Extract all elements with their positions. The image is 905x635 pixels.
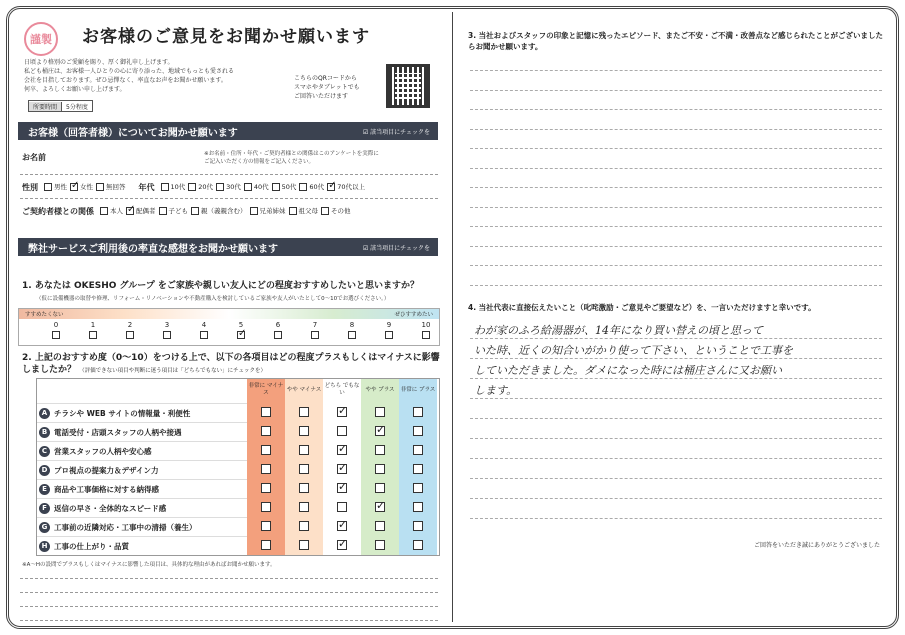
rating-checkbox[interactable] xyxy=(375,426,385,436)
rating-checkbox[interactable] xyxy=(337,483,347,493)
item-badge: G xyxy=(39,522,50,533)
checkbox[interactable] xyxy=(348,331,356,339)
rating-checkbox[interactable] xyxy=(337,540,347,550)
age-option[interactable] xyxy=(272,182,297,191)
scale-number: 4 xyxy=(201,321,207,329)
q3-title: 3. 当社およびスタッフの印象と記憶に残ったエピソード、またご不安・ご不満・改善点など感じられたことがございましたらお聞かせ願います。 xyxy=(468,31,884,51)
answer-line[interactable] xyxy=(470,518,882,519)
rating-checkbox[interactable] xyxy=(337,407,347,417)
checkbox[interactable] xyxy=(126,207,134,215)
checkbox[interactable] xyxy=(70,183,78,191)
scale-option[interactable] xyxy=(234,321,248,339)
checkbox[interactable] xyxy=(161,183,169,191)
column-header: やや マイナス xyxy=(286,386,322,393)
relation-option[interactable] xyxy=(250,206,286,215)
gender-option[interactable] xyxy=(70,182,93,191)
answer-line[interactable] xyxy=(470,458,882,459)
checkbox[interactable] xyxy=(244,183,252,191)
checkbox[interactable] xyxy=(272,183,280,191)
item-badge: A xyxy=(39,408,50,419)
option-label: 子ども xyxy=(168,207,188,216)
checkbox[interactable] xyxy=(422,331,430,339)
answer-line[interactable] xyxy=(20,578,438,579)
rating-checkbox[interactable] xyxy=(299,426,309,436)
rating-row xyxy=(37,498,247,517)
rating-checkbox[interactable] xyxy=(337,464,347,474)
item-label: 営業スタッフの人柄や安心感 xyxy=(54,446,152,456)
q2-subtitle: （評価できない項目や判断に迷う項目は「どちらでもない」にチェックを） xyxy=(79,368,266,374)
scale-option[interactable] xyxy=(86,321,100,339)
time-value: 5分程度 xyxy=(66,103,88,111)
checkbox[interactable] xyxy=(191,207,199,215)
handwritten-answer-line: します。 xyxy=(474,384,518,397)
item-badge: D xyxy=(39,465,50,476)
answer-line[interactable] xyxy=(470,70,882,71)
qr-text-line: こちらのQRコードから xyxy=(294,75,357,82)
rating-checkbox[interactable] xyxy=(299,540,309,550)
divider xyxy=(20,198,438,199)
rating-checkbox[interactable] xyxy=(375,521,385,531)
item-badge: H xyxy=(39,541,50,552)
q1-title: 1. あなたは OKESHO グループ をご家族や親しい友人にどの程度おすすめしたいと思いますか？ xyxy=(22,281,420,291)
age-option[interactable] xyxy=(161,182,186,191)
scale-number: 7 xyxy=(312,321,318,329)
answer-line[interactable] xyxy=(470,358,882,359)
rating-checkbox[interactable] xyxy=(375,407,385,417)
check-note: ☑ 該当項目にチェックを xyxy=(362,244,430,252)
rating-row xyxy=(37,479,247,498)
thanks-note: ご回答をいただき誠にありがとうございました xyxy=(753,542,880,549)
option-label: 60代 xyxy=(309,183,325,192)
rating-checkbox[interactable] xyxy=(337,426,347,436)
item-badge: C xyxy=(39,446,50,457)
checkbox[interactable] xyxy=(311,331,319,339)
scale-option[interactable] xyxy=(197,321,211,339)
column-header: 非常に プラス xyxy=(400,386,436,393)
answer-line[interactable] xyxy=(20,620,438,621)
item-badge: E xyxy=(39,484,50,495)
qr-text-line: ご回答いただけます xyxy=(294,93,349,100)
option-label: 20代 xyxy=(198,183,214,192)
rating-checkbox[interactable] xyxy=(261,521,271,531)
rating-row xyxy=(37,403,247,422)
rating-checkbox[interactable] xyxy=(261,464,271,474)
rating-checkbox[interactable] xyxy=(299,502,309,512)
recommend-scale xyxy=(18,308,440,346)
gender-option[interactable] xyxy=(44,182,67,191)
checkbox[interactable] xyxy=(321,207,329,215)
answer-line[interactable] xyxy=(470,129,882,130)
scale-option[interactable] xyxy=(382,321,396,339)
item-label: 商品や工事価格に対する納得感 xyxy=(54,484,159,494)
rating-checkbox[interactable] xyxy=(299,483,309,493)
time-required xyxy=(28,100,93,112)
section-title: お客様（回答者様）についてお聞かせ願います xyxy=(28,127,238,139)
scale-high-label: ぜひすすめたい xyxy=(394,312,433,318)
rating-checkbox[interactable] xyxy=(375,502,385,512)
page-title: お客様のご意見をお聞かせ願います xyxy=(82,27,370,47)
rating-checkbox[interactable] xyxy=(261,426,271,436)
answer-line[interactable] xyxy=(470,168,882,169)
checkbox[interactable] xyxy=(44,183,52,191)
rating-checkbox[interactable] xyxy=(261,407,271,417)
answer-line[interactable] xyxy=(470,90,882,91)
answer-line[interactable] xyxy=(470,246,882,247)
rating-checkbox[interactable] xyxy=(413,502,423,512)
checkbox[interactable] xyxy=(327,183,335,191)
relation-row xyxy=(22,206,354,217)
answer-line[interactable] xyxy=(470,398,882,399)
left-column xyxy=(14,12,442,624)
option-label: 親（義親含む） xyxy=(201,207,247,216)
name-label: お名前 xyxy=(22,153,46,162)
intro-line: 私ども桶庄は、お客様一人ひとりの心に寄り添った、地域でもっとも愛される xyxy=(24,68,235,75)
option-label: 女性 xyxy=(80,183,93,192)
section-header-service xyxy=(18,238,438,256)
relation-option[interactable] xyxy=(191,206,247,215)
checkbox[interactable] xyxy=(126,331,134,339)
scale-number: 3 xyxy=(164,321,170,329)
scale-option[interactable] xyxy=(419,321,433,339)
handwritten-answer-line: いた時、近くの知合いがかり使って下さい、ということで工事を xyxy=(474,344,793,357)
answer-line[interactable] xyxy=(470,478,882,479)
option-label: 無回答 xyxy=(106,183,126,192)
scale-number: 2 xyxy=(127,321,133,329)
checkbox[interactable] xyxy=(100,207,108,215)
answer-line[interactable] xyxy=(470,378,882,379)
item-label: 工事の仕上がり・品質 xyxy=(54,541,129,551)
rating-checkbox[interactable] xyxy=(375,540,385,550)
scale-option[interactable] xyxy=(49,321,63,339)
scale-option[interactable] xyxy=(271,321,285,339)
relation-option[interactable] xyxy=(100,206,123,215)
relation-option[interactable] xyxy=(159,206,189,215)
answer-line[interactable] xyxy=(470,438,882,439)
intro-text xyxy=(24,58,286,94)
scale-option[interactable] xyxy=(160,321,174,339)
answer-line[interactable] xyxy=(470,418,882,419)
option-label: 祖父母 xyxy=(298,207,318,216)
scale-option[interactable] xyxy=(308,321,322,339)
option-label: 10代 xyxy=(170,183,186,192)
scale-number: 9 xyxy=(386,321,392,329)
rating-row xyxy=(37,517,247,536)
option-label: 配偶者 xyxy=(136,207,156,216)
section-title: 弊社サービスご利用後の率直な感想をお聞かせ願います xyxy=(28,243,278,255)
qr-code[interactable] xyxy=(386,64,430,108)
handwritten-answer-line: わが家のふろ給湯器が、14年になり買い替えの頃と思って xyxy=(474,324,763,337)
age-options xyxy=(161,182,368,193)
answer-line[interactable] xyxy=(470,109,882,110)
rating-checkbox[interactable] xyxy=(299,521,309,531)
stamp-seal: 謹製 xyxy=(24,22,58,56)
rating-checkbox[interactable] xyxy=(299,445,309,455)
scale-number: 6 xyxy=(275,321,281,329)
q2-title: 2. 上記のおすすめ度（0〜10）をつける上で、以下の各項目はどの程度プラスもしくはマイナスに影響しましたか？ （評価できない項目や判断に迷う項目は「どちらでもない」にチェックを） xyxy=(22,353,440,375)
relation-options xyxy=(100,206,354,217)
rating-checkbox[interactable] xyxy=(261,540,271,550)
checkbox[interactable] xyxy=(159,207,167,215)
intro-line: 会社を目指しております。ぜひ忌憚なく、率直なお声をお聞かせ願います。 xyxy=(24,77,227,84)
rating-checkbox[interactable] xyxy=(375,445,385,455)
relation-option[interactable] xyxy=(321,206,351,215)
qr-text-line: スマホやタブレットでも xyxy=(294,84,360,91)
scale-option[interactable] xyxy=(345,321,359,339)
column-divider xyxy=(452,12,453,622)
rating-checkbox[interactable] xyxy=(375,483,385,493)
item-badge: F xyxy=(39,503,50,514)
rating-checkbox[interactable] xyxy=(299,407,309,417)
answer-line[interactable] xyxy=(470,338,882,339)
answer-line[interactable] xyxy=(470,285,882,286)
scale-low-label: すすめたくない xyxy=(25,312,64,318)
gender-label: 性別 xyxy=(22,183,38,192)
scale-number: 1 xyxy=(90,321,96,329)
rating-row xyxy=(37,422,247,441)
checkbox[interactable] xyxy=(188,183,196,191)
option-label: 50代 xyxy=(281,183,297,192)
item-label: 工事前の近隣対応・工事中の清掃（養生） xyxy=(54,522,197,532)
checkbox[interactable] xyxy=(299,183,307,191)
checkbox[interactable] xyxy=(163,331,171,339)
intro-line: 何卒、よろしくお願い申し上げます。 xyxy=(24,86,126,93)
rating-checkbox[interactable] xyxy=(337,521,347,531)
checkbox[interactable] xyxy=(250,207,258,215)
option-label: その他 xyxy=(331,207,351,216)
rating-row xyxy=(37,460,247,479)
answer-line[interactable] xyxy=(470,187,882,188)
option-label: 70代以上 xyxy=(337,183,365,192)
intro-line: 日頃より格別のご愛顧を賜り、厚く御礼申し上げます。 xyxy=(24,59,174,66)
age-option[interactable] xyxy=(244,182,269,191)
rating-checkbox[interactable] xyxy=(413,464,423,474)
time-label: 所要時間 xyxy=(29,102,62,111)
age-option[interactable] xyxy=(299,182,324,191)
option-label: 本人 xyxy=(110,207,123,216)
checkbox[interactable] xyxy=(89,331,97,339)
relation-option[interactable] xyxy=(289,206,319,215)
item-label: チラシや WEB サイトの情報量・利便性 xyxy=(54,408,191,418)
checkbox[interactable] xyxy=(274,331,282,339)
rating-checkbox[interactable] xyxy=(261,483,271,493)
scale-number: 10 xyxy=(421,321,431,329)
rating-checkbox[interactable] xyxy=(261,502,271,512)
answer-line[interactable] xyxy=(470,265,882,266)
scale-option[interactable] xyxy=(123,321,137,339)
checkbox[interactable] xyxy=(200,331,208,339)
q1-subtitle: （仮に設備機器の取替や修理、リフォーム・リノベーションや不動産購入を検討しているご家族や友人がいたとして0〜10でお選びください。） xyxy=(36,296,390,302)
check-note: ☑ 該当項目にチェックを xyxy=(362,128,430,136)
rating-checkbox[interactable] xyxy=(413,540,423,550)
relation-option[interactable] xyxy=(126,206,156,215)
section-header-respondent xyxy=(18,122,438,140)
name-row xyxy=(22,152,46,163)
rating-checkbox[interactable] xyxy=(413,426,423,436)
age-label: 年代 xyxy=(138,183,155,192)
answer-line[interactable] xyxy=(470,226,882,227)
item-badge: B xyxy=(39,427,50,438)
gender-age-row xyxy=(22,182,368,193)
item-label: 電話受付・店頭スタッフの人柄や接遇 xyxy=(54,427,182,437)
gender-option[interactable] xyxy=(96,182,126,191)
relation-label: ご契約者様との関係 xyxy=(22,207,94,216)
rating-checkbox[interactable] xyxy=(375,464,385,474)
checkbox[interactable] xyxy=(237,331,245,339)
column-header: 非常に マイナス xyxy=(248,383,284,396)
checkbox[interactable] xyxy=(289,207,297,215)
scale-number: 5 xyxy=(238,321,244,329)
qr-text xyxy=(294,74,384,101)
rating-checkbox[interactable] xyxy=(337,445,347,455)
column-header: どちら でもない xyxy=(324,383,360,396)
gender-options xyxy=(44,182,129,193)
checkbox[interactable] xyxy=(52,331,60,339)
option-label: 兄弟姉妹 xyxy=(259,207,286,216)
answer-line[interactable] xyxy=(470,207,882,208)
checkbox[interactable] xyxy=(385,331,393,339)
q2-footnote: ※A〜Hの設問でプラスもしくはマイナスに影響した項目は、具体的な理由があればお聞かせ願います。 xyxy=(22,562,276,568)
option-label: 30代 xyxy=(226,183,241,192)
age-option[interactable] xyxy=(216,182,241,191)
impact-grid xyxy=(36,378,440,556)
scale-header xyxy=(19,309,439,319)
scale-number: 0 xyxy=(53,321,59,329)
rating-checkbox[interactable] xyxy=(261,445,271,455)
name-line[interactable] xyxy=(20,174,438,175)
answer-line[interactable] xyxy=(20,606,438,607)
answer-line[interactable] xyxy=(470,148,882,149)
rating-checkbox[interactable] xyxy=(337,502,347,512)
checkbox[interactable] xyxy=(216,183,224,191)
age-option[interactable] xyxy=(188,182,213,191)
q4-title: 4. 当社代表に直接伝えたいこと（叱咤激励・ご意見やご要望など）を、一言いただけますと幸いです。 xyxy=(468,303,816,312)
right-column xyxy=(462,12,890,624)
column-header: やや プラス xyxy=(365,386,395,393)
checkbox[interactable] xyxy=(96,183,104,191)
rating-checkbox[interactable] xyxy=(413,483,423,493)
rating-checkbox[interactable] xyxy=(413,445,423,455)
answer-line[interactable] xyxy=(470,498,882,499)
scale-options xyxy=(19,321,439,345)
rating-row xyxy=(37,536,247,555)
option-label: 男性 xyxy=(54,183,67,192)
item-label: 返信の早さ・全体的なスピード感 xyxy=(54,503,167,513)
scale-number: 8 xyxy=(349,321,355,329)
age-option[interactable] xyxy=(327,182,365,191)
item-label: プロ視点の提案力＆デザイン力 xyxy=(54,465,159,475)
name-note: ※お名前・住所・年代・ご契約者様との関係はこのアンケートを実際に ご記入いただく方の情報をご記入ください。 xyxy=(204,151,379,165)
handwritten-answer-line: していただきました。ダメになった時には桶庄さんに又お願い xyxy=(474,364,782,377)
rating-row xyxy=(37,441,247,460)
answer-line[interactable] xyxy=(20,592,438,593)
option-label: 40代 xyxy=(253,183,269,192)
rating-checkbox[interactable] xyxy=(413,407,423,417)
rating-checkbox[interactable] xyxy=(413,521,423,531)
rating-checkbox[interactable] xyxy=(299,464,309,474)
